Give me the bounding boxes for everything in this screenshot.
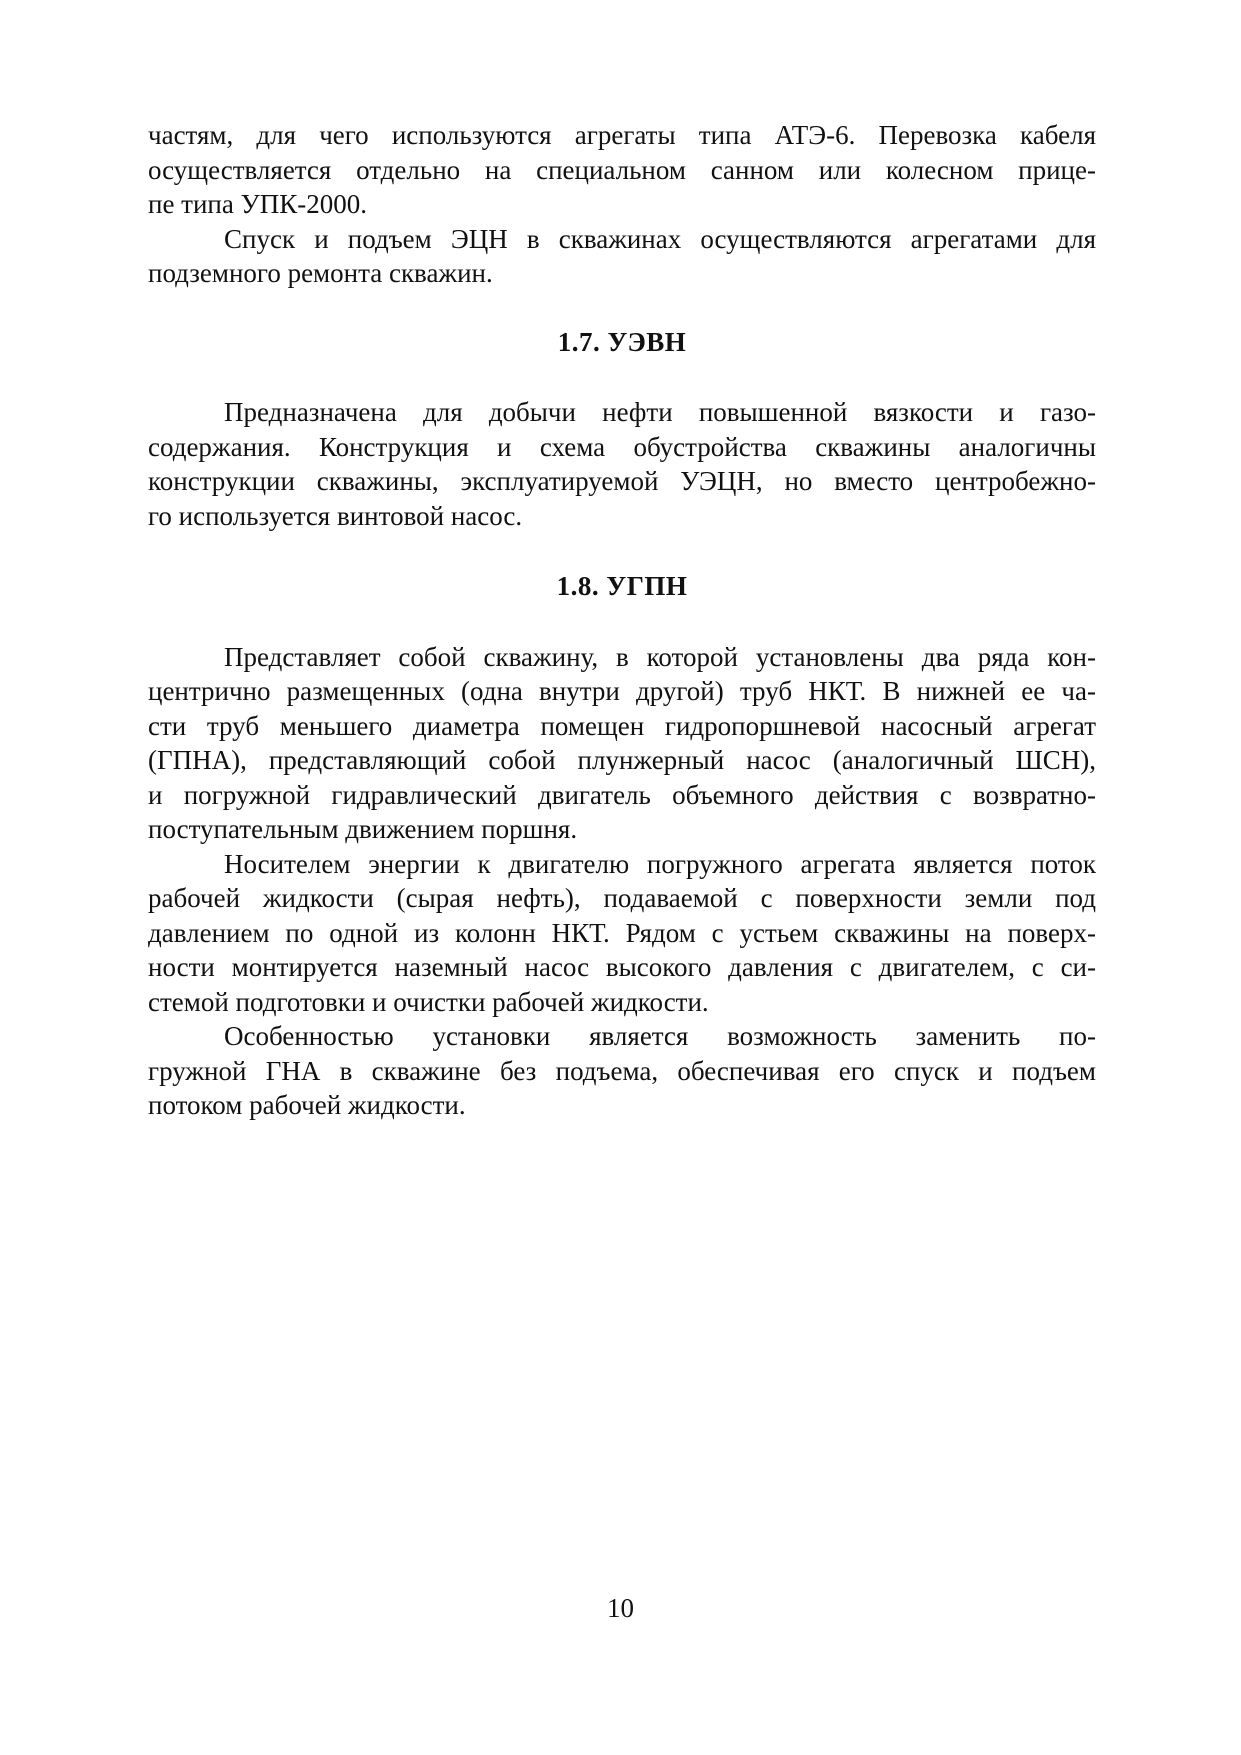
text-line: Представляет собой скважину, в которой установлены два ряда кон-	[224, 641, 1096, 672]
text-line: сти труб меньшего диаметра помещен гидропоршневой насосный агрегат	[148, 710, 1096, 741]
text-line: давлением по одной из колонн НКТ. Рядом с устьем скважины на поверх-	[148, 917, 1096, 948]
section-1-7-paragraph	[148, 395, 1096, 533]
text-line: пе типа УПК-2000.	[148, 189, 367, 219]
document-page	[148, 118, 1096, 1123]
text-line: содержания. Конструкция и схема обустройства скважины аналогичны	[148, 431, 1096, 462]
text-line: конструкции скважины, эксплуатируемой УЭЦН, но вместо центробежно-	[148, 466, 1096, 496]
text-line: го используется винтовой насос.	[148, 500, 523, 531]
text-line: потоком рабочей жидкости.	[148, 1090, 466, 1120]
section-1-8-paragraph-1	[148, 640, 1096, 847]
section-heading-1-8: 1.8. УГПН	[556, 571, 688, 601]
text-line: Особенностью установки является возможность заменить по-	[224, 1021, 1096, 1051]
text-line: гружной ГНА в скважине без подъема, обеспечивая его спуск и подъем	[148, 1055, 1096, 1086]
text-line: (ГПНА), представляющий собой плунжерный насос (аналогичный ШСН),	[148, 745, 1096, 775]
text-line: частям, для чего используются агрегаты типа АТЭ-6. Перевозка кабеля	[148, 120, 1096, 150]
text-line: Носителем энергии к двигателю погружного агрегата является поток	[224, 848, 1096, 879]
text-line: центрично размещенных (одна внутри другой) труб НКТ. В нижней ее ча-	[148, 676, 1096, 706]
section-1-8-paragraph-3	[148, 1019, 1096, 1123]
text-line: подземного ремонта скважин.	[148, 258, 493, 288]
text-line: осуществляется отдельно на специальном санном или колесном прице-	[148, 154, 1096, 185]
intro-paragraph-2	[148, 222, 1096, 291]
intro-paragraph-1	[148, 118, 1096, 222]
section-heading-1-7: 1.7. УЭВН	[557, 326, 687, 357]
text-line: рабочей жидкости (сырая нефть), подаваемой с поверхности земли под	[148, 883, 1096, 913]
section-1-8-paragraph-2	[148, 847, 1096, 1020]
text-line: Предназначена для добычи нефти повышенной вязкости и газо-	[224, 397, 1096, 427]
text-line: поступательным движением поршня.	[148, 814, 578, 844]
text-line: ности монтируется наземный насос высокого давления с двигателем, с си-	[148, 952, 1096, 982]
text-line: Спуск и подъем ЭЦН в скважинах осуществляются агрегатами для	[224, 223, 1096, 254]
text-line: стемой подготовки и очистки рабочей жидкости.	[148, 986, 709, 1017]
page-number: 10	[607, 1593, 634, 1623]
text-line: и погружной гидравлический двигатель объемного действия с возвратно-	[148, 779, 1096, 810]
